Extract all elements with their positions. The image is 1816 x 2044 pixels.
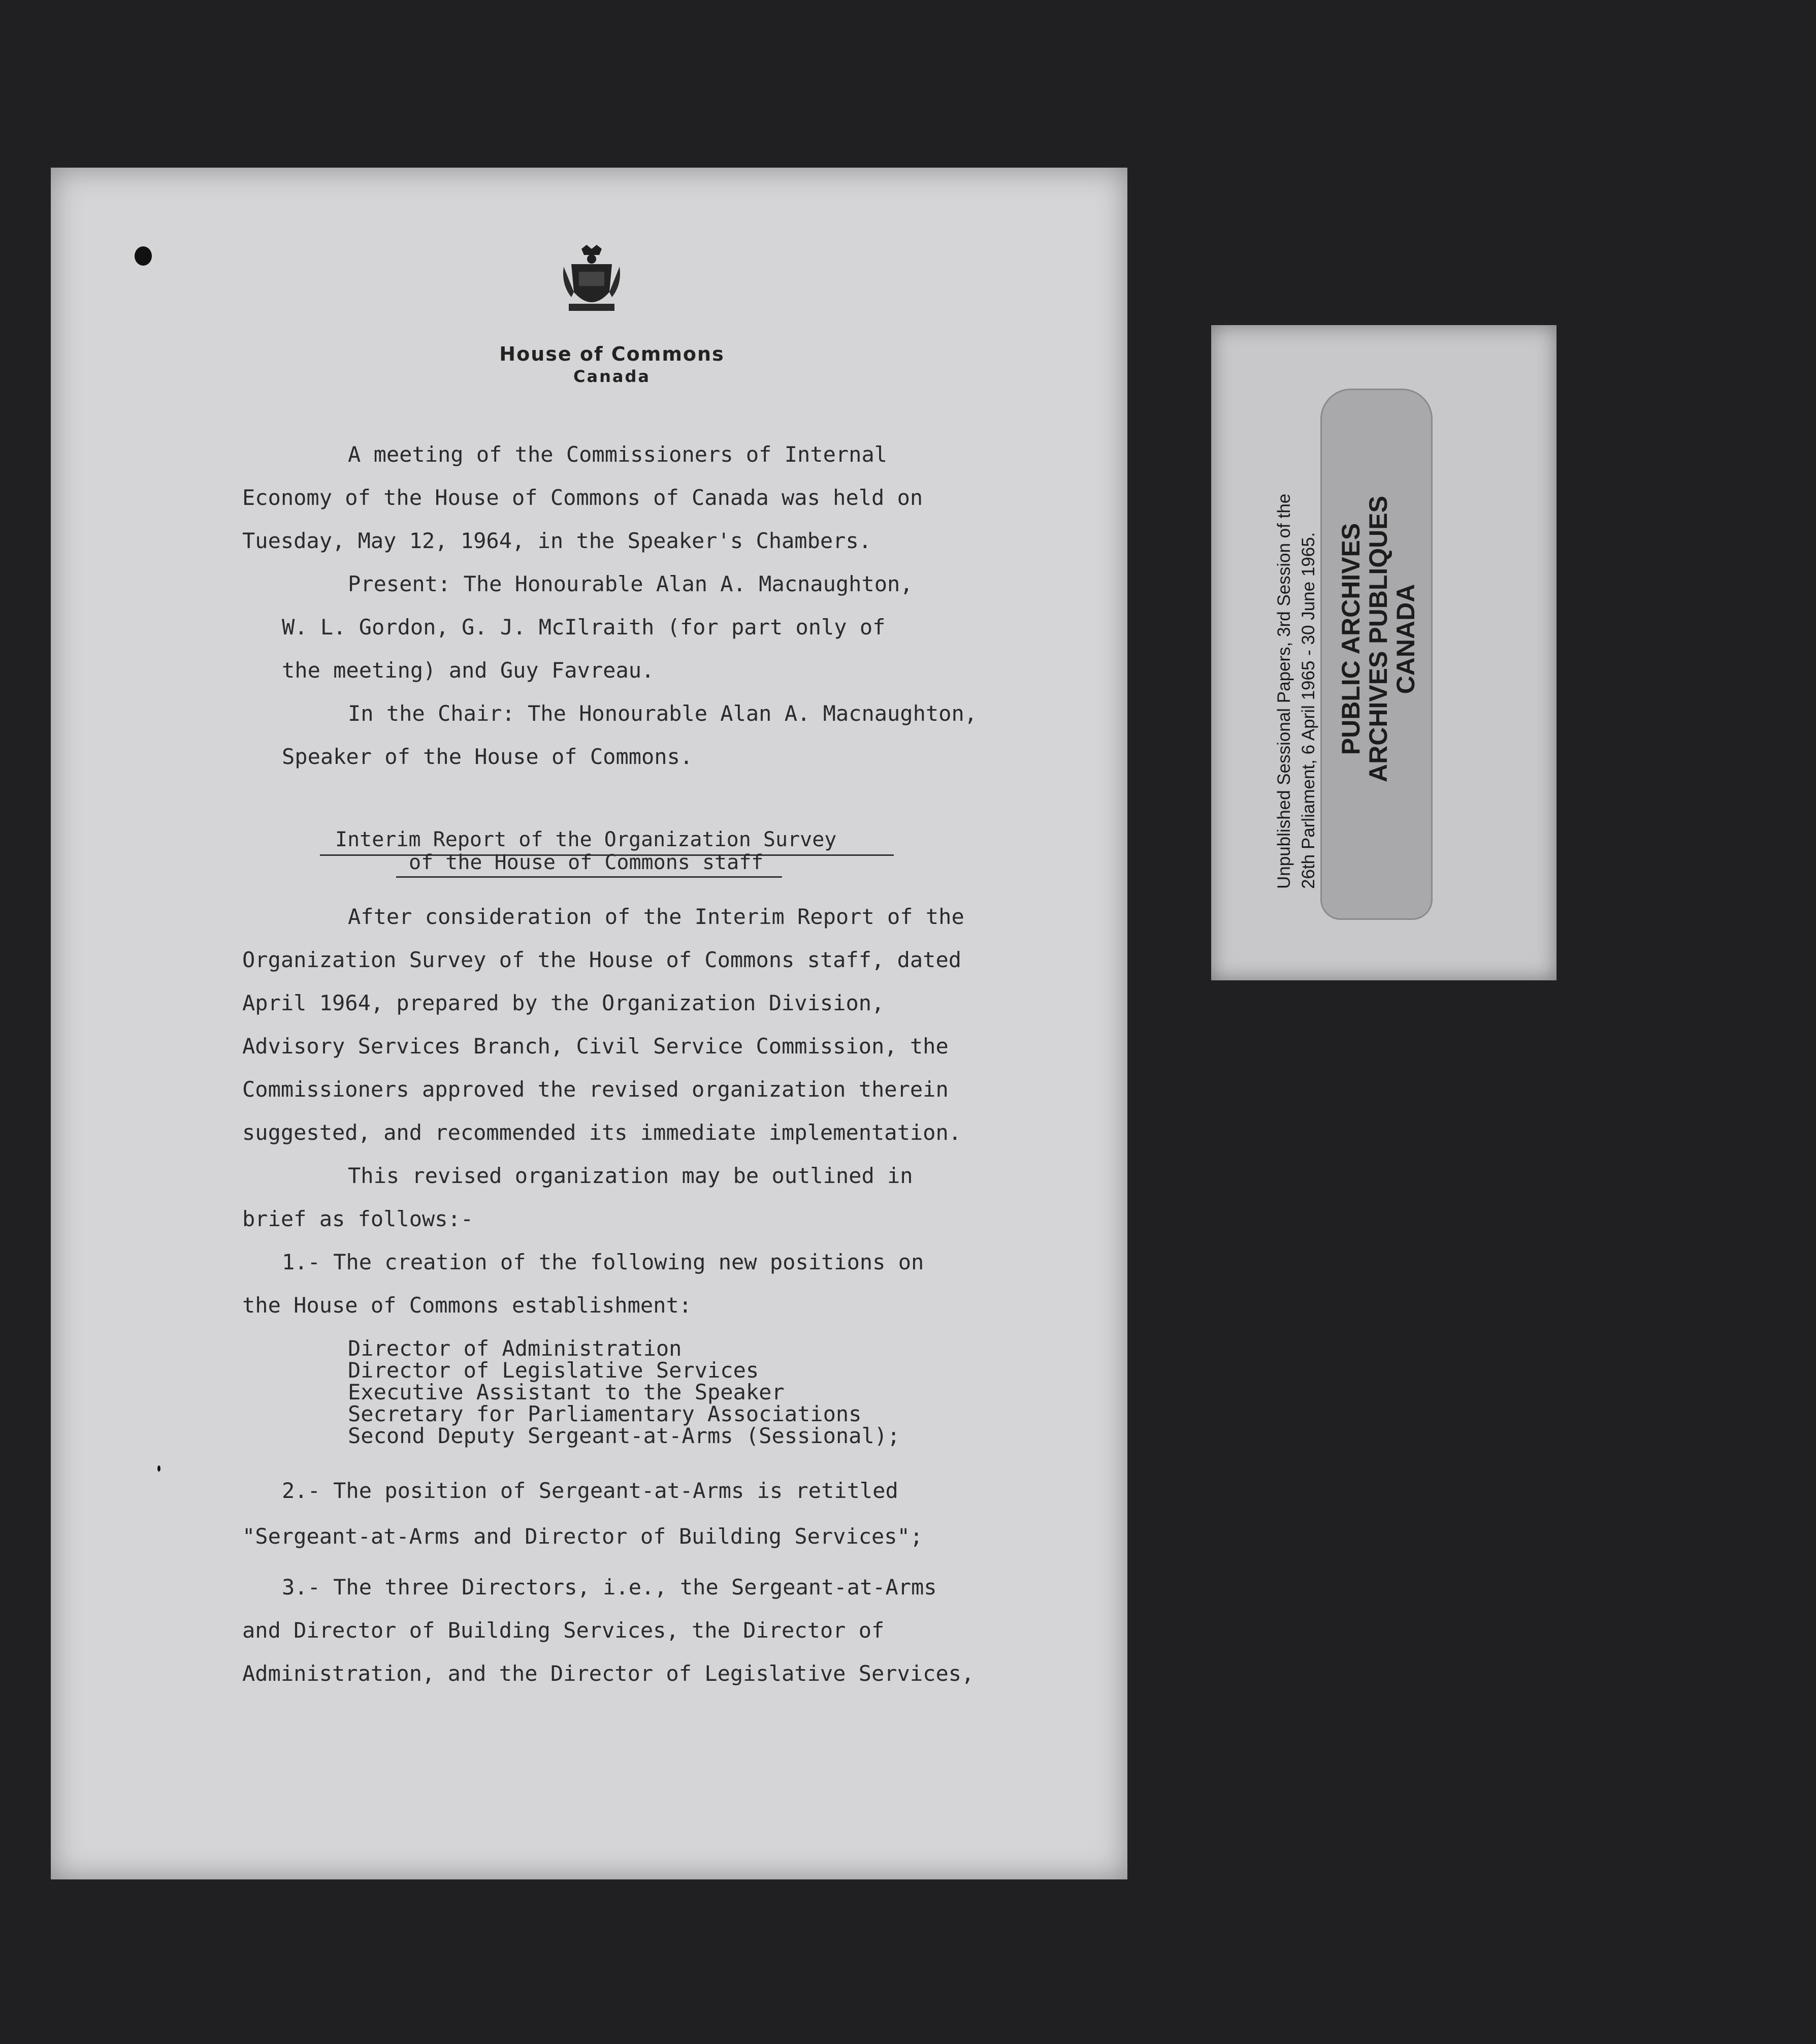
text-line: "Sergeant-at-Arms and Director of Building Services"; [242,1524,923,1549]
text-line: This revised organization may be outlined in [348,1163,913,1188]
position-item: Director of Legislative Services [348,1358,759,1383]
archive-label-line: 26th Parliament, 6 April 1965 - 30 June 1965. [1299,532,1318,889]
text-line: the meeting) and Guy Favreau. [282,658,655,683]
text-line: 1.- The creation of the following new positions on [282,1250,924,1274]
heading-underline [396,876,782,878]
text-line: Administration, and the Director of Legislative Services, [242,1661,975,1686]
coat-of-arms-icon [559,244,625,320]
archives-stamp [1320,389,1433,920]
text-line: After consideration of the Interim Report of the [348,904,964,929]
text-line: Tuesday, May 12, 1964, in the Speaker's Chambers. [242,528,872,553]
text-line: Organization Survey of the House of Commons staff, dated [242,947,962,972]
section-heading: of the House of Commons staff [409,851,764,874]
punch-hole-mark [135,246,152,266]
section-heading: Interim Report of the Organization Survey [335,828,837,851]
document-page [51,168,1127,1879]
text-line: suggested, and recommended its immediate implementation. [242,1120,962,1145]
archive-label-card [1211,325,1556,980]
stamp-line: PUBLIC ARCHIVES [1337,523,1365,755]
text-line: Advisory Services Branch, Civil Service Commission, the [242,1034,949,1059]
text-line: A meeting of the Commissioners of Internal [348,442,888,467]
position-item: Secretary for Parliamentary Associations [348,1401,862,1426]
text-line: Commissioners approved the revised organization therein [242,1077,949,1102]
text-line: 3.- The three Directors, i.e., the Sergeant-at-Arms [282,1575,937,1600]
text-line: Speaker of the House of Commons. [282,744,693,769]
speck-mark [157,1465,160,1472]
text-line: brief as follows:- [242,1206,474,1231]
position-item: Director of Administration [348,1336,682,1361]
text-line: April 1964, prepared by the Organization Division, [242,991,885,1015]
stamp-line: ARCHIVES PUBLIQUES [1364,496,1392,782]
text-line: W. L. Gordon, G. J. McIlraith (for part only of [282,615,886,640]
position-item: Second Deputy Sergeant-at-Arms (Sessional); [348,1423,900,1448]
text-line: the House of Commons establishment: [242,1293,692,1318]
position-item: Executive Assistant to the Speaker [348,1380,785,1404]
archives-stamp-text [1337,466,1429,812]
archive-label-line: Unpublished Sessional Papers, 3rd Session of the [1274,493,1294,889]
text-line: In the Chair: The Honourable Alan A. Macnaughton, [348,701,978,726]
text-line: 2.- The position of Sergeant-at-Arms is retitled [282,1478,898,1503]
text-line: and Director of Building Services, the Director of [242,1618,885,1643]
letterhead-title: House of Commons [499,343,725,365]
stamp-line: CANADA [1391,584,1420,694]
letterhead-subtitle: Canada [573,367,651,386]
text-line: Present: The Honourable Alan A. Macnaughton, [348,571,913,596]
text-line: Economy of the House of Commons of Canada was held on [242,485,923,510]
